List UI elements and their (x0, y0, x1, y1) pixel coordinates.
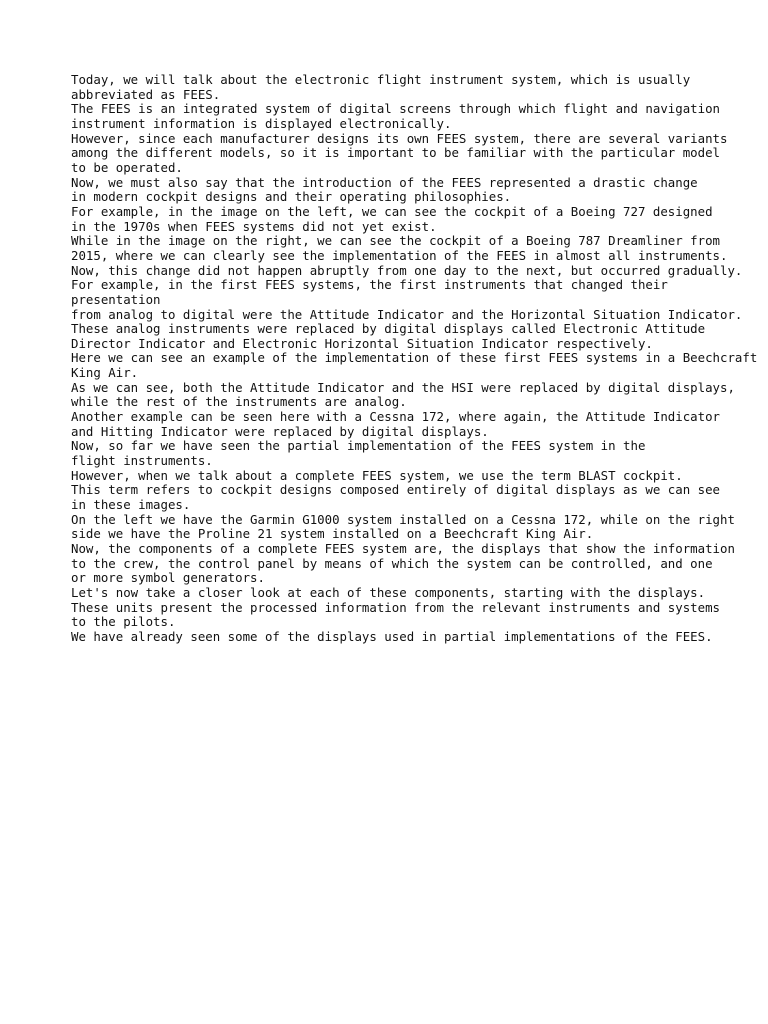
transcript-line: while the rest of the instruments are analog. (71, 394, 407, 410)
transcript-line: As we can see, both the Attitude Indicator and the HSI were replaced by digital displays, (71, 379, 735, 395)
transcript-line: While in the image on the right, we can see the cockpit of a Boeing 787 Dreamliner from (71, 233, 721, 249)
transcript-line: abbreviated as FEES. (71, 86, 221, 102)
transcript-line: to the crew, the control panel by means of which the system can be controlled, and one (71, 555, 713, 571)
transcript-line: Now, the components of a complete FEES system are, the displays that show the information (71, 541, 735, 556)
transcript-line: We have already seen some of the displays used in partial implementations of the FEES. (71, 628, 713, 644)
transcript-line: Here we can see an example of the implementation of these first FEES systems in a Beechcraft (71, 350, 758, 366)
transcript-line: King Air. (71, 365, 139, 381)
transcript-line: However, since each manufacturer designs its own FEES system, there are several variants (71, 130, 728, 146)
transcript-line: side we have the Proline 21 system installed on a Beechcraft King Air. (71, 526, 594, 542)
transcript-line: On the left we have the Garmin G1000 system installed on a Cessna 172, while on the right (71, 511, 735, 527)
transcript-line: and Hitting Indicator were replaced by digital displays. (71, 423, 489, 439)
transcript-line: instrument information is displayed electronically. (71, 115, 452, 131)
transcript-line: For example, in the image on the left, we can see the cockpit of a Boeing 727 designed (71, 203, 713, 219)
transcript-text (71, 73, 759, 645)
transcript-line: 2015, where we can clearly see the implementation of the FEES in almost all instruments. (71, 247, 728, 263)
transcript-line: However, when we talk about a complete FEES system, we use the term BLAST cockpit. (71, 467, 683, 483)
transcript-line: For example, in the first FEES systems, the first instruments that changed their presentation (71, 277, 676, 307)
transcript-line: from analog to digital were the Attitude Indicator and the Horizontal Situation Indicator. (71, 306, 743, 322)
transcript-line: to the pilots. (71, 614, 176, 630)
transcript-line: Let's now take a closer look at each of these components, starting with the displays. (71, 584, 706, 600)
transcript-line: Now, we must also say that the introduction of the FEES represented a drastic change (71, 174, 698, 190)
transcript-line: in the 1970s when FEES systems did not yet exist. (71, 218, 437, 234)
transcript-line: The FEES is an integrated system of digital screens through which flight and navigation (71, 101, 721, 117)
transcript-line: Another example can be seen here with a Cessna 172, where again, the Attitude Indicator (71, 409, 721, 425)
transcript-line: among the different models, so it is important to be familiar with the particular model (71, 145, 721, 161)
transcript-line: in modern cockpit designs and their operating philosophies. (71, 189, 512, 205)
transcript-line: These units present the processed information from the relevant instruments and systems (71, 599, 721, 615)
transcript-line: to be operated. (71, 159, 183, 175)
transcript-line: This term refers to cockpit designs composed entirely of digital displays as we can see (71, 482, 721, 498)
transcript-line: or more symbol generators. (71, 570, 265, 586)
transcript-line: Now, this change did not happen abruptly from one day to the next, but occurred gradually. (71, 262, 743, 278)
transcript-line: Today, we will talk about the electronic flight instrument system, which is usually (71, 72, 691, 87)
transcript-line: flight instruments. (71, 453, 213, 469)
transcript-line: These analog instruments were replaced by digital displays called Electronic Attitude (71, 321, 706, 337)
transcript-line: Director Indicator and Electronic Horizontal Situation Indicator respectively. (71, 335, 653, 351)
transcript-line: in these images. (71, 497, 191, 513)
transcript-line: Now, so far we have seen the partial implementation of the FEES system in the (71, 438, 646, 454)
